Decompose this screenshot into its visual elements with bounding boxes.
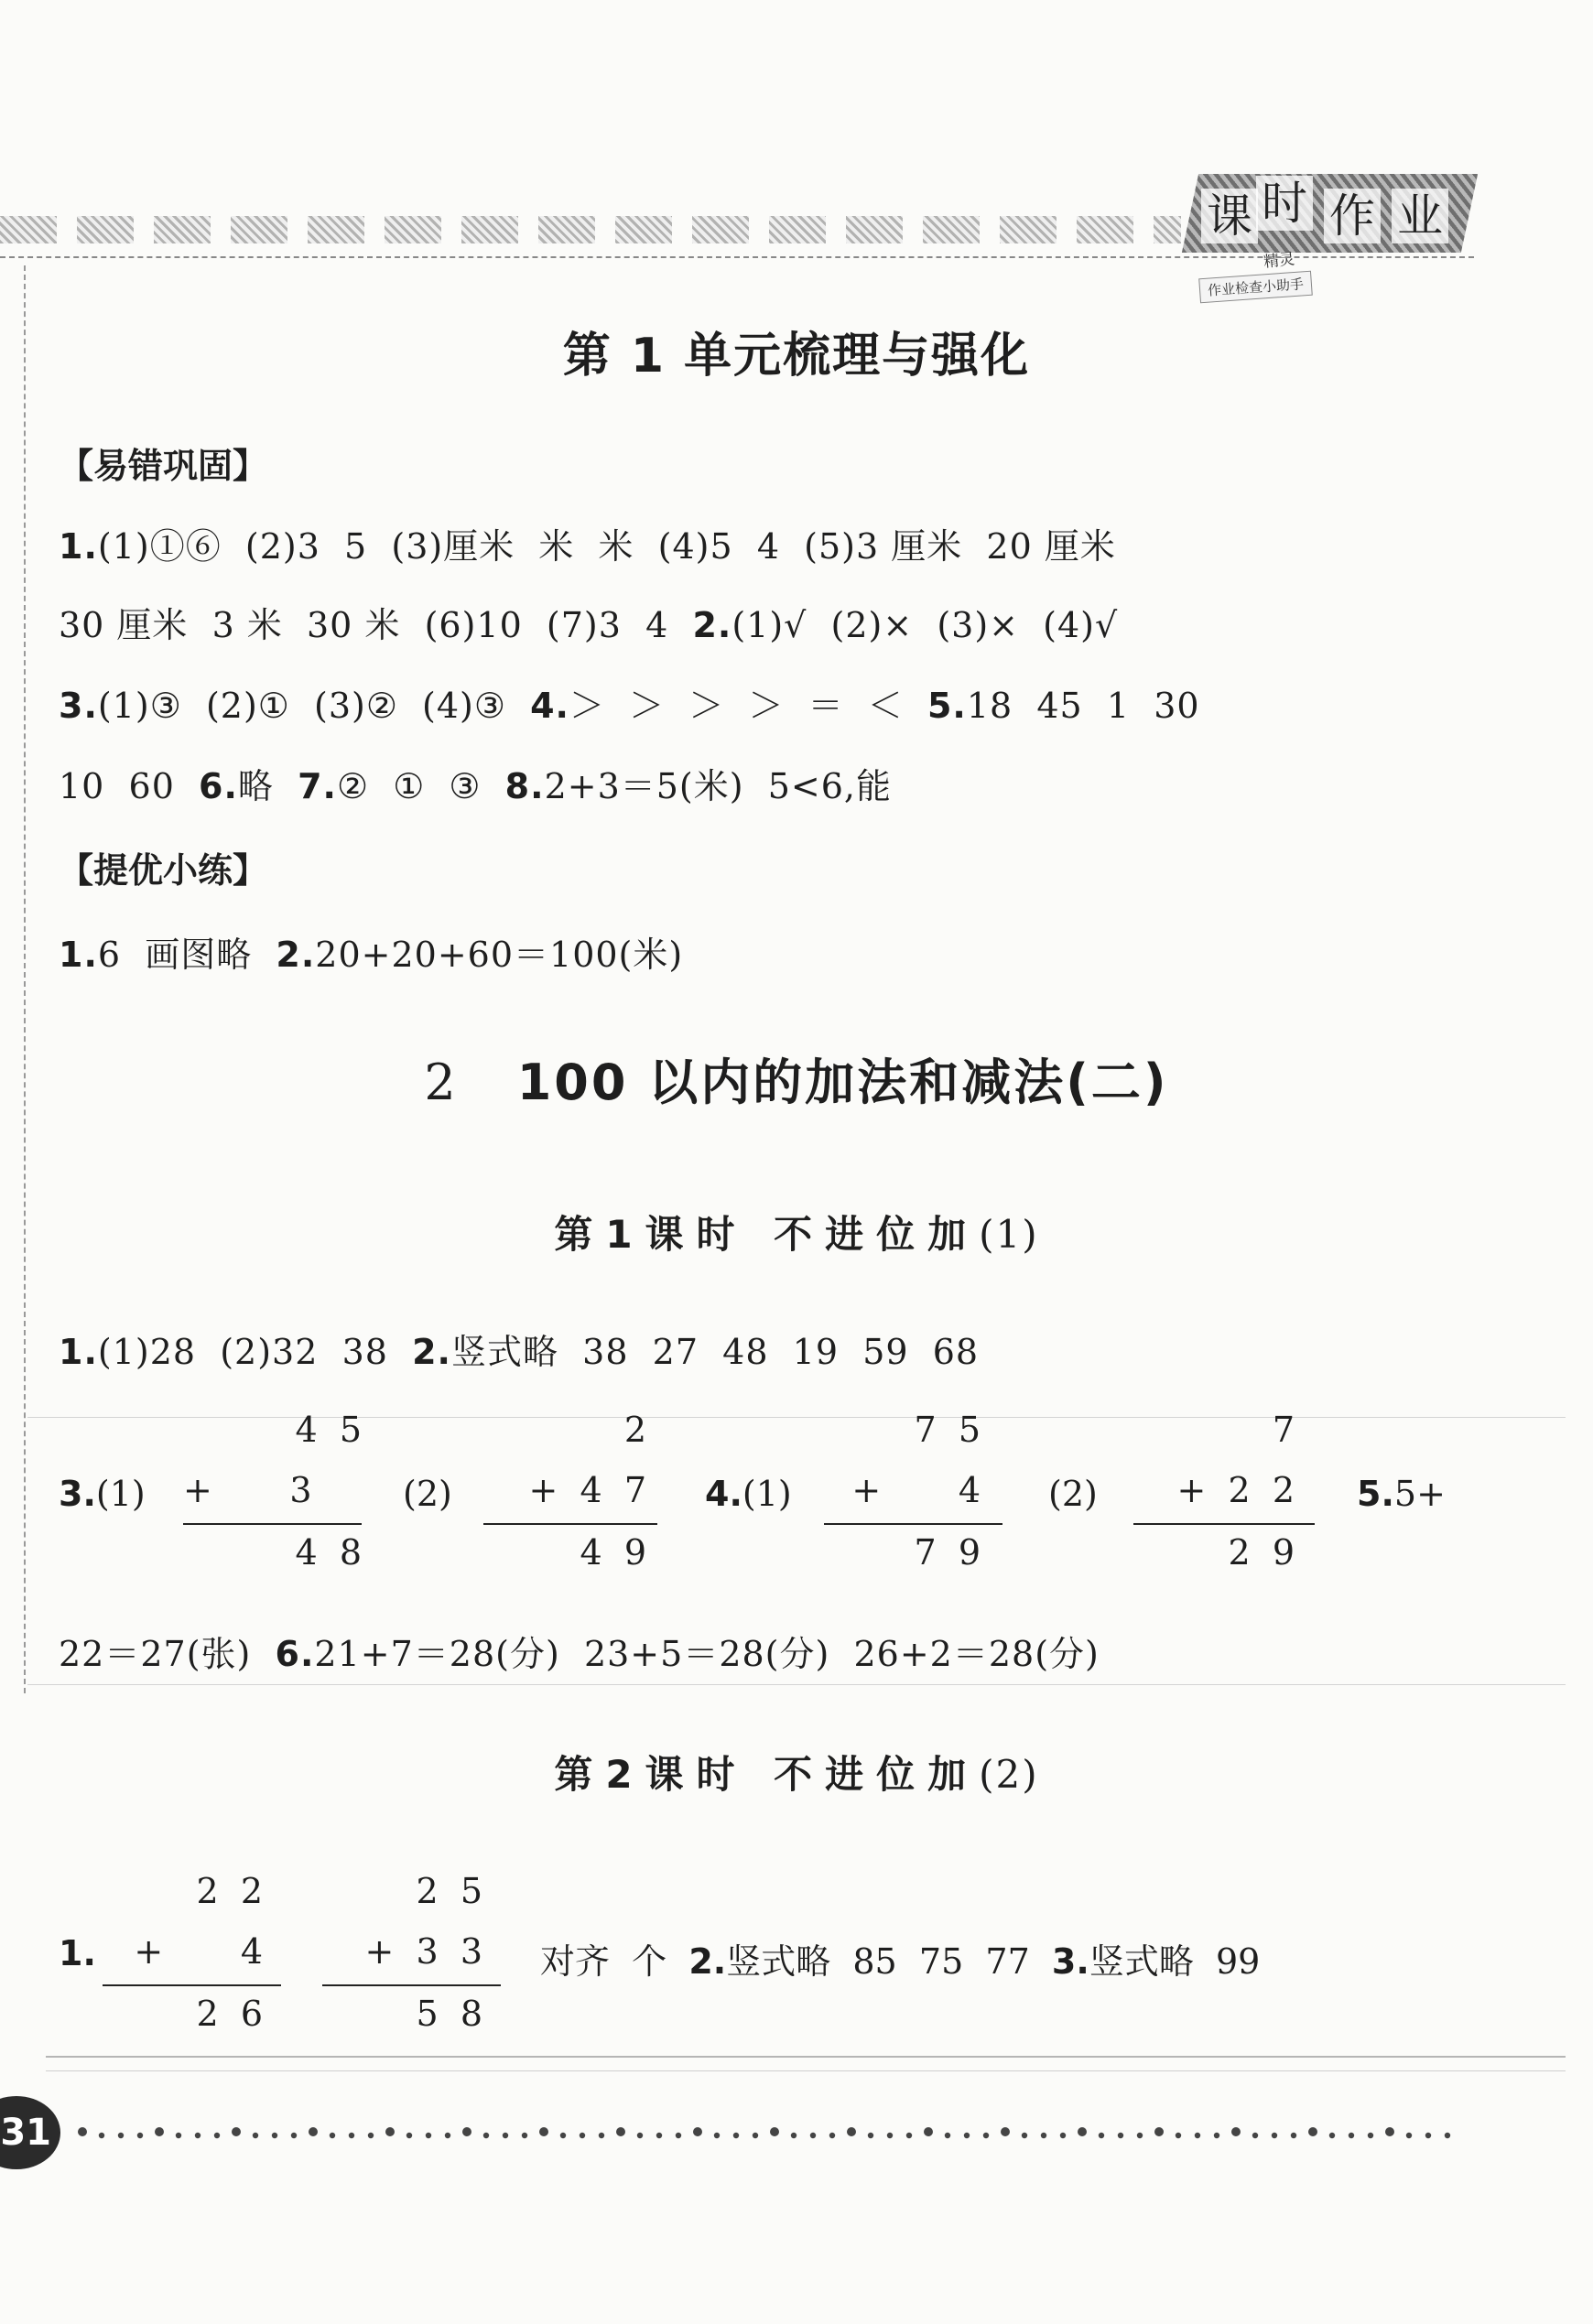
question-number: 3. bbox=[59, 686, 98, 726]
footer-dot bbox=[483, 2133, 489, 2138]
footer-dot bbox=[445, 2133, 450, 2138]
footer-dot bbox=[309, 2127, 318, 2136]
footer-dot bbox=[1231, 2127, 1241, 2136]
vertical-addition-f bbox=[322, 1871, 501, 2054]
addend-top: 4 5 bbox=[295, 1410, 362, 1450]
question-number: 6. bbox=[199, 766, 238, 806]
addend-top: 2 2 bbox=[196, 1871, 263, 1911]
vertical-addition-c bbox=[824, 1410, 1002, 1593]
sum-result: 7 9 bbox=[914, 1532, 981, 1573]
answer-text: 2+3＝5(米) 5<6,能 bbox=[544, 766, 893, 806]
footer-dot bbox=[714, 2133, 720, 2138]
part-label: (2) bbox=[1048, 1474, 1098, 1514]
footer-dot bbox=[599, 2133, 604, 2138]
footer-dot bbox=[291, 2133, 297, 2138]
left-margin-rule bbox=[24, 265, 26, 1693]
footer-dot bbox=[1022, 2133, 1027, 2138]
vertical-addition-e bbox=[103, 1871, 281, 2054]
unit-number: 2 bbox=[424, 1054, 459, 1111]
footer-dot bbox=[1195, 2133, 1200, 2138]
footer-dot bbox=[232, 2127, 241, 2136]
footer-dot bbox=[1329, 2133, 1335, 2138]
unit-title-text: 100 以内的加法和减法(二) bbox=[516, 1054, 1169, 1111]
logo-char-2: 时 bbox=[1256, 176, 1313, 231]
footer-dot bbox=[1425, 2133, 1431, 2138]
answer-text: 竖式略 85 75 77 bbox=[726, 1941, 1052, 1982]
footer-dot bbox=[1176, 2133, 1181, 2138]
row-divider bbox=[27, 1684, 1566, 1685]
question-number: 3. bbox=[1051, 1941, 1089, 1982]
answer-text: ② ① ③ bbox=[336, 766, 505, 806]
answer-text: (1)√ (2)× (3)× (4)√ bbox=[731, 605, 1119, 645]
vertical-addition-a bbox=[183, 1410, 362, 1593]
sum-result: 4 8 bbox=[295, 1532, 362, 1573]
footer-dot bbox=[580, 2133, 585, 2138]
logo-char-1: 课 bbox=[1201, 189, 1258, 243]
question-number bbox=[59, 1933, 96, 1973]
footer-dot bbox=[1252, 2133, 1258, 2138]
footer-dot bbox=[253, 2133, 258, 2138]
addend-top: 2 5 bbox=[416, 1871, 482, 1911]
part-label: (1) bbox=[742, 1474, 792, 1514]
addend-bottom: + 3 bbox=[183, 1470, 312, 1510]
answer-line-5 bbox=[59, 926, 683, 977]
sum-result: 4 9 bbox=[580, 1532, 646, 1573]
footer-dot bbox=[1214, 2133, 1219, 2138]
footer-dot bbox=[462, 2127, 471, 2136]
footer-rule bbox=[46, 2056, 1566, 2058]
footer-dot bbox=[693, 2127, 702, 2136]
lesson2-line-1 bbox=[540, 1933, 1260, 1984]
footer-dot bbox=[616, 2127, 625, 2136]
footer-dot bbox=[176, 2133, 181, 2138]
answer-text: 21+7＝28(分) 23+5＝28(分) 26+2＝28(分) bbox=[314, 1634, 1100, 1674]
lesson1-line-3 bbox=[59, 1626, 1100, 1676]
question-5-start bbox=[1357, 1474, 1446, 1514]
footer-dot bbox=[753, 2133, 758, 2138]
addend-bottom: + 4 bbox=[851, 1470, 981, 1510]
footer-dot bbox=[676, 2133, 681, 2138]
question-number: 5. bbox=[1357, 1474, 1394, 1514]
footer-dot bbox=[214, 2133, 220, 2138]
footer-dot bbox=[1308, 2127, 1317, 2136]
footer-dot bbox=[945, 2133, 950, 2138]
question-number bbox=[59, 1474, 146, 1514]
answer-text: 略 bbox=[237, 766, 298, 806]
question-number: 3. bbox=[59, 1474, 96, 1514]
footer-dot bbox=[1349, 2133, 1354, 2138]
answer-text: 竖式略 99 bbox=[1089, 1941, 1261, 1982]
question-number: 2. bbox=[412, 1332, 451, 1372]
footer-dot bbox=[847, 2127, 856, 2136]
addend-bottom: + 4 bbox=[134, 1931, 263, 1972]
footer-dot bbox=[733, 2133, 739, 2138]
vertical-addition-b bbox=[483, 1410, 657, 1593]
footer-dot bbox=[99, 2133, 104, 2138]
question-number: 6. bbox=[275, 1634, 315, 1674]
question-number: 4. bbox=[530, 686, 569, 726]
answer-text: (1)③ (2)① (3)② (4)③ bbox=[97, 686, 531, 726]
answer-text: 6 画图略 bbox=[97, 935, 276, 975]
part-label: (2) bbox=[403, 1474, 452, 1514]
sum-result: 5 8 bbox=[416, 1994, 482, 2034]
footer-dot bbox=[1291, 2133, 1296, 2138]
lesson-title-text: 第2课时 不进位加 bbox=[554, 1752, 980, 1797]
footer-dot bbox=[1118, 2133, 1123, 2138]
footer-dot bbox=[656, 2133, 662, 2138]
footer-dot bbox=[330, 2133, 335, 2138]
footer-dot bbox=[1001, 2127, 1010, 2136]
question-number: 5. bbox=[927, 686, 967, 726]
question-number: 1. bbox=[59, 526, 98, 567]
footer-dot bbox=[1137, 2133, 1143, 2138]
footer-rule-thin bbox=[46, 2070, 1566, 2071]
addend-bottom: + 3 3 bbox=[364, 1931, 482, 1972]
logo-char-4: 业 bbox=[1392, 189, 1448, 243]
addend-top: 7 bbox=[1272, 1410, 1295, 1450]
question-number: 8. bbox=[504, 766, 545, 806]
footer-dot bbox=[829, 2133, 835, 2138]
footer-dot bbox=[1041, 2133, 1046, 2138]
lesson-title-text: 第1课时 不进位加 bbox=[554, 1212, 980, 1257]
answer-line-4 bbox=[59, 758, 892, 808]
addend-bottom: + 2 2 bbox=[1176, 1470, 1295, 1510]
answer-line-2 bbox=[59, 597, 1118, 647]
section-label-mistakes: 【易错巩固】 bbox=[59, 446, 268, 486]
answer-line-1 bbox=[59, 518, 1116, 568]
footer-dot bbox=[349, 2133, 354, 2138]
footer-dot bbox=[1272, 2133, 1277, 2138]
lesson1-line-1 bbox=[59, 1324, 979, 1374]
footer-dot bbox=[964, 2133, 970, 2138]
header-divider bbox=[0, 256, 1474, 258]
footer-dot bbox=[539, 2127, 548, 2136]
vertical-addition-d bbox=[1133, 1410, 1315, 1593]
footer-dot bbox=[1099, 2133, 1104, 2138]
answer-text: ＞ ＞ ＞ ＞ ＝ ＜ bbox=[569, 686, 927, 726]
question-number: 1. bbox=[59, 1332, 98, 1372]
answer-text: 5+ bbox=[1393, 1474, 1446, 1514]
lesson-1-title bbox=[0, 1205, 1593, 1259]
footer-dot bbox=[155, 2127, 164, 2136]
question-number: 7. bbox=[298, 766, 337, 806]
sum-bar bbox=[824, 1523, 1002, 1525]
addend-bottom: + 4 7 bbox=[528, 1470, 646, 1510]
footer-dot bbox=[195, 2133, 200, 2138]
footer-dot bbox=[1078, 2127, 1087, 2136]
footer-dot bbox=[887, 2133, 893, 2138]
footer-dot bbox=[1406, 2133, 1412, 2138]
unit-title bbox=[0, 1043, 1593, 1114]
footer-dot bbox=[272, 2133, 277, 2138]
answer-text: 竖式略 38 27 48 19 59 68 bbox=[450, 1332, 980, 1372]
footer-dot bbox=[118, 2133, 124, 2138]
answer-text: 30 厘米 3 米 30 米 (6)10 (7)3 4 bbox=[59, 605, 693, 645]
footer-dot bbox=[522, 2133, 527, 2138]
footer-dot bbox=[1385, 2127, 1394, 2136]
footer-dot bbox=[1154, 2127, 1164, 2136]
footer-dot bbox=[1060, 2133, 1066, 2138]
answer-text: 22＝27(张) bbox=[59, 1634, 276, 1674]
page-number-badge bbox=[0, 2096, 60, 2169]
review-title: 第 1 单元梳理与强化 bbox=[562, 329, 1031, 384]
answer-text: (1)①⑥ (2)3 5 (3)厘米 米 米 (4)5 4 (5)3 厘米 20 厘米 bbox=[97, 526, 1116, 567]
question-number: 1. bbox=[59, 935, 98, 975]
lesson-title-number: (1) bbox=[979, 1212, 1039, 1257]
sum-result: 2 6 bbox=[196, 1994, 263, 2034]
sum-bar bbox=[322, 1984, 501, 1986]
footer-dot bbox=[924, 2127, 933, 2136]
answer-text: 18 45 1 30 bbox=[966, 686, 1200, 726]
sum-result: 2 9 bbox=[1228, 1532, 1295, 1573]
footer-dot-border bbox=[73, 2122, 1456, 2146]
footer-dot bbox=[137, 2133, 143, 2138]
footer-dot bbox=[868, 2133, 873, 2138]
question-number bbox=[705, 1474, 792, 1514]
page-number: 31 bbox=[0, 2112, 51, 2154]
footer-dot bbox=[637, 2133, 643, 2138]
question-number: 2. bbox=[688, 1941, 727, 1982]
sum-bar bbox=[103, 1984, 281, 1986]
question-number: 2. bbox=[276, 935, 316, 975]
section-label-practice: 【提优小练】 bbox=[59, 850, 268, 891]
logo-tag: 精灵 bbox=[1262, 250, 1296, 272]
answer-text: 20+20+60＝100(米) bbox=[315, 935, 684, 975]
footer-dot bbox=[983, 2133, 989, 2138]
sum-bar bbox=[483, 1523, 657, 1525]
footer-dot bbox=[78, 2127, 87, 2136]
footer-dot bbox=[810, 2133, 816, 2138]
footer-dot bbox=[791, 2133, 796, 2138]
logo-subtitle: 作业检查小助手 bbox=[1198, 271, 1313, 304]
footer-dot bbox=[503, 2133, 508, 2138]
footer-dot bbox=[368, 2133, 374, 2138]
footer-dot bbox=[1368, 2133, 1373, 2138]
question-number: 4. bbox=[705, 1474, 742, 1514]
question-number: 2. bbox=[692, 605, 732, 645]
footer-dot bbox=[385, 2127, 395, 2136]
sum-bar bbox=[1133, 1523, 1315, 1525]
sum-bar bbox=[183, 1523, 362, 1525]
header-stripe bbox=[0, 216, 1181, 243]
footer-dot bbox=[406, 2133, 412, 2138]
footer-dot bbox=[906, 2133, 912, 2138]
answer-text: 对齐 个 bbox=[540, 1941, 689, 1982]
lesson-title-number: (2) bbox=[979, 1752, 1039, 1797]
logo-char-3: 作 bbox=[1324, 189, 1381, 243]
addend-top: 2 bbox=[623, 1410, 646, 1450]
footer-dot bbox=[770, 2127, 779, 2136]
answer-line-3 bbox=[59, 677, 1200, 728]
answer-text: (1)28 (2)32 38 bbox=[97, 1332, 413, 1372]
addend-top: 7 5 bbox=[914, 1410, 981, 1450]
part-label: (1) bbox=[95, 1474, 146, 1514]
question-number: 1. bbox=[59, 1933, 96, 1973]
footer-dot bbox=[560, 2133, 566, 2138]
lesson-2-title bbox=[0, 1745, 1593, 1800]
answer-text: 10 60 bbox=[59, 766, 200, 806]
footer-dot bbox=[426, 2133, 431, 2138]
footer-dot bbox=[1445, 2133, 1450, 2138]
